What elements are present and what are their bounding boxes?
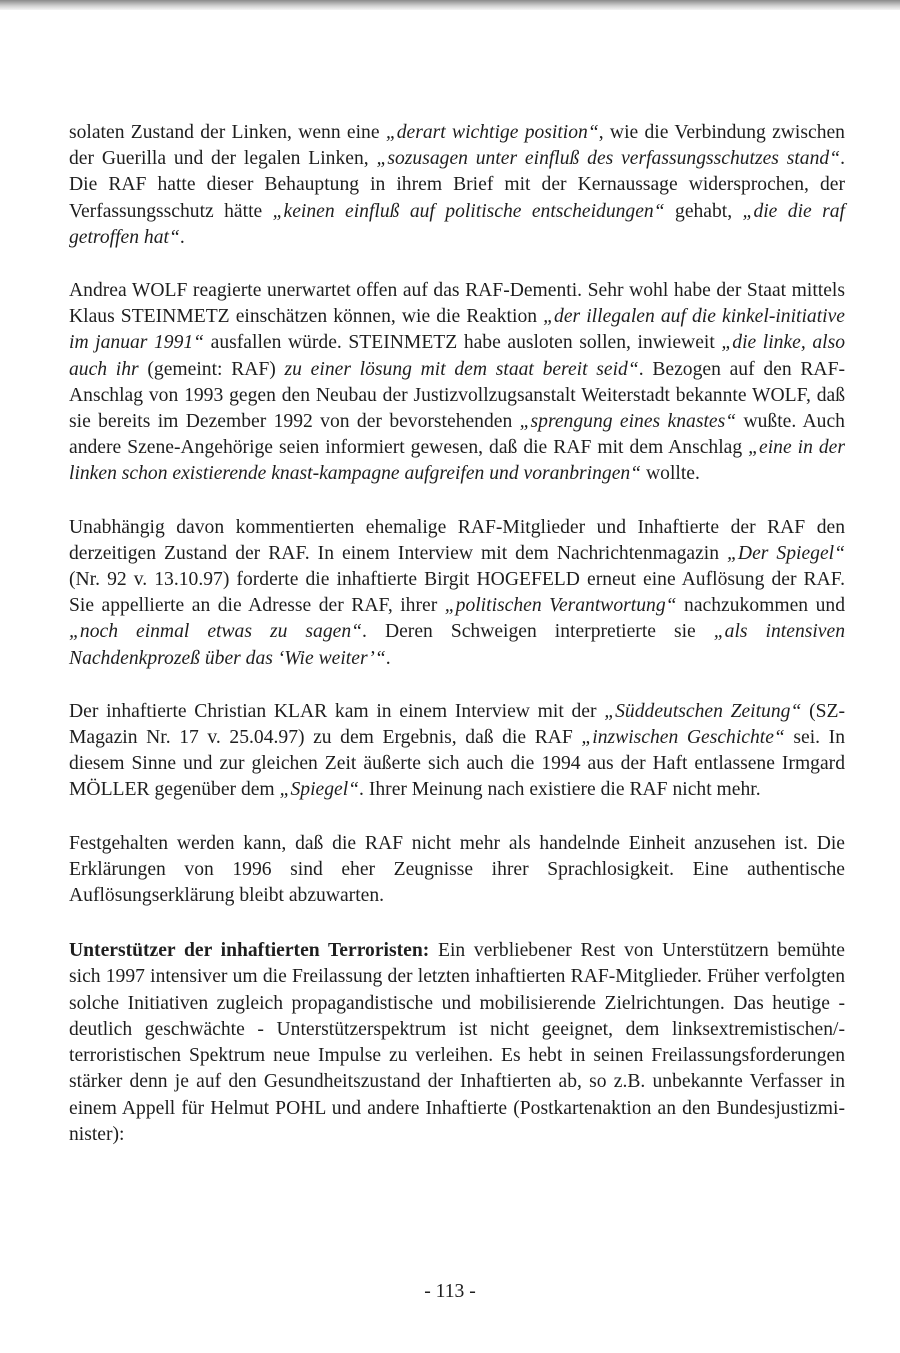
text-run: Der inhaftierte Christian KLAR kam in einem Interview mit der — [69, 700, 605, 722]
italic-quote-run: „politischen Verantwortung“ — [444, 595, 677, 617]
italic-quote-run: „sozusagen unter einfluß des verfassungsschutzes stand“ — [376, 148, 841, 170]
text-run: Ein verbliebener Rest von Unterstützern bemühte sich 1997 intensiver um die Freilassung der letzten inhaftierten RAF-Mitglieder. Früher verfolgten solche Initiativen zugleich propagandistische und mobilisierende Zielrichtungen. Das heutige - deutlich geschwächte - Unterstützerspektrum ist nicht geeignet, dem linksextremistischen/-terroristischen Spektrum neue Impulse zu verleihen. Es hebt in seinen Freilassungsforderungen stärker denn je auf den Gesundheitszustand der Inhaftierten ab, so z.B. unbekannte Verfasser in einem Appell für Helmut POHL und andere Inhaftierte (Postkartenaktion an den Bundesjustizminister): — [69, 940, 846, 1145]
text-run: wußte. Auch andere Szene-Angehörige seien informiert gewesen, daß die RAF mit dem Anschlag — [69, 411, 845, 459]
text-run: sei. In diesem Sinne und zur gleichen Zeit äußerte sich auch die 1994 aus der Haft entlassene Irmgard MÖLLER gegenüber dem — [69, 727, 845, 801]
paragraph-festgehalten — [69, 831, 845, 910]
text-run: . Die RAF hatte dieser Behauptung in ihrem Brief mit der Kernaussage widersprochen, der Verfassungsschutz hätte — [69, 148, 846, 222]
italic-quote-run: „derart wichtige position“ — [385, 122, 599, 143]
italic-quote-run: „keinen einfluß auf politische entscheidungen“ — [272, 200, 665, 222]
text-run: Andrea WOLF reagierte unerwartet offen auf das RAF-Dementi. Sehr wohl habe der Staat mittels Klaus STEINMETZ einschätzen können, wie die Reaktion — [69, 280, 845, 328]
text-run: wollte. — [641, 463, 700, 485]
italic-quote-run: „eine in der linken schon existierende knast-kampagne aufgreifen und voranbringen“ — [69, 437, 846, 485]
paragraph-klar — [69, 699, 845, 804]
text-run: . — [385, 647, 391, 669]
italic-quote-run: „die die raf getroffen hat“ — [69, 200, 845, 248]
bold-heading-run: Unterstützer der inhaftierten Terroristen: — [69, 940, 430, 962]
paragraph-raf-dementi — [69, 120, 845, 251]
paragraph-wolf — [69, 278, 845, 488]
text-run: nachzukommen und — [676, 595, 845, 617]
text-run: Festgehalten werden kann, daß die RAF nicht mehr als handelnde Einheit anzusehen ist. Die Erklärungen von 1996 sind eher Zeugnisse ihrer Sprachlosigkeit. Eine authentische Auflösungserklärung bleibt abzuwarten. — [69, 832, 845, 907]
italic-quote-run: „als intensiven Nachdenkprozeß über das ‘Wie weiter’“ — [69, 621, 845, 669]
text-run: , wie die Verbindung zwischen der Guerilla und der legalen Linken, — [69, 122, 845, 170]
italic-quote-run: „Süddeutschen Zeitung“ — [604, 700, 802, 722]
italic-quote-run: „noch einmal etwas zu sagen“ — [69, 621, 363, 643]
text-run: (SZ-Magazin Nr. 17 v. 25.04.97) zu dem Ergebnis, daß die RAF — [69, 700, 845, 749]
paragraph-unterstuetzer — [69, 938, 845, 1148]
italic-quote-run: „Spiegel“ — [279, 779, 360, 801]
text-run: (Nr. 92 v. 13.10.97) forderte die inhaftierte Birgit HOGEFELD erneut eine Auflösung der RAF. Sie appellierte an die Adresse der RAF, ihrer — [69, 569, 845, 617]
text-run: solaten Zustand der Linken, wenn eine — [69, 122, 386, 143]
page-body — [69, 120, 845, 1148]
text-run: . Ihrer Meinung nach existiere die RAF nicht mehr. — [359, 779, 761, 801]
paragraph-hogefeld — [69, 515, 845, 672]
italic-quote-run: „der illegalen auf die kinkel-initiative im januar 1991“ — [69, 306, 845, 354]
page-number: - 113 - — [424, 1281, 476, 1302]
text-run: gehabt, — [664, 200, 743, 222]
italic-quote-run: „Der Spiegel“ — [727, 542, 845, 564]
text-run: . Bezogen auf den RAF-Anschlag von 1993 gegen den Neubau der Justizvollzugsanstalt Weiterstadt bekannte WOLF, daß sie bereits im Dezember 1992 von der bevorstehenden — [69, 358, 845, 433]
text-run: Unabhängig davon kommentierten ehemalige RAF-Mitglieder und Inhaftierte der RAF den derzeitigen Zustand der RAF. In einem Interview mit dem Nachrichtenmagazin — [69, 516, 845, 564]
text-run: (gemeint: RAF) — [138, 358, 285, 380]
text-run: . Deren Schweigen interpretierte sie — [362, 621, 714, 643]
italic-quote-run: „inzwischen Geschichte“ — [581, 727, 785, 749]
scan-top-edge — [0, 0, 900, 10]
italic-quote-run: „sprengung eines knastes“ — [519, 411, 737, 433]
italic-quote-run: zu einer lösung mit dem staat bereit seid“ — [284, 358, 639, 380]
italic-quote-run: „die linke, also auch ihr — [69, 332, 845, 380]
text-run: ausfallen würde. STEINMETZ habe ausloten sollen, inwieweit — [204, 332, 722, 354]
text-run: . — [179, 226, 185, 248]
